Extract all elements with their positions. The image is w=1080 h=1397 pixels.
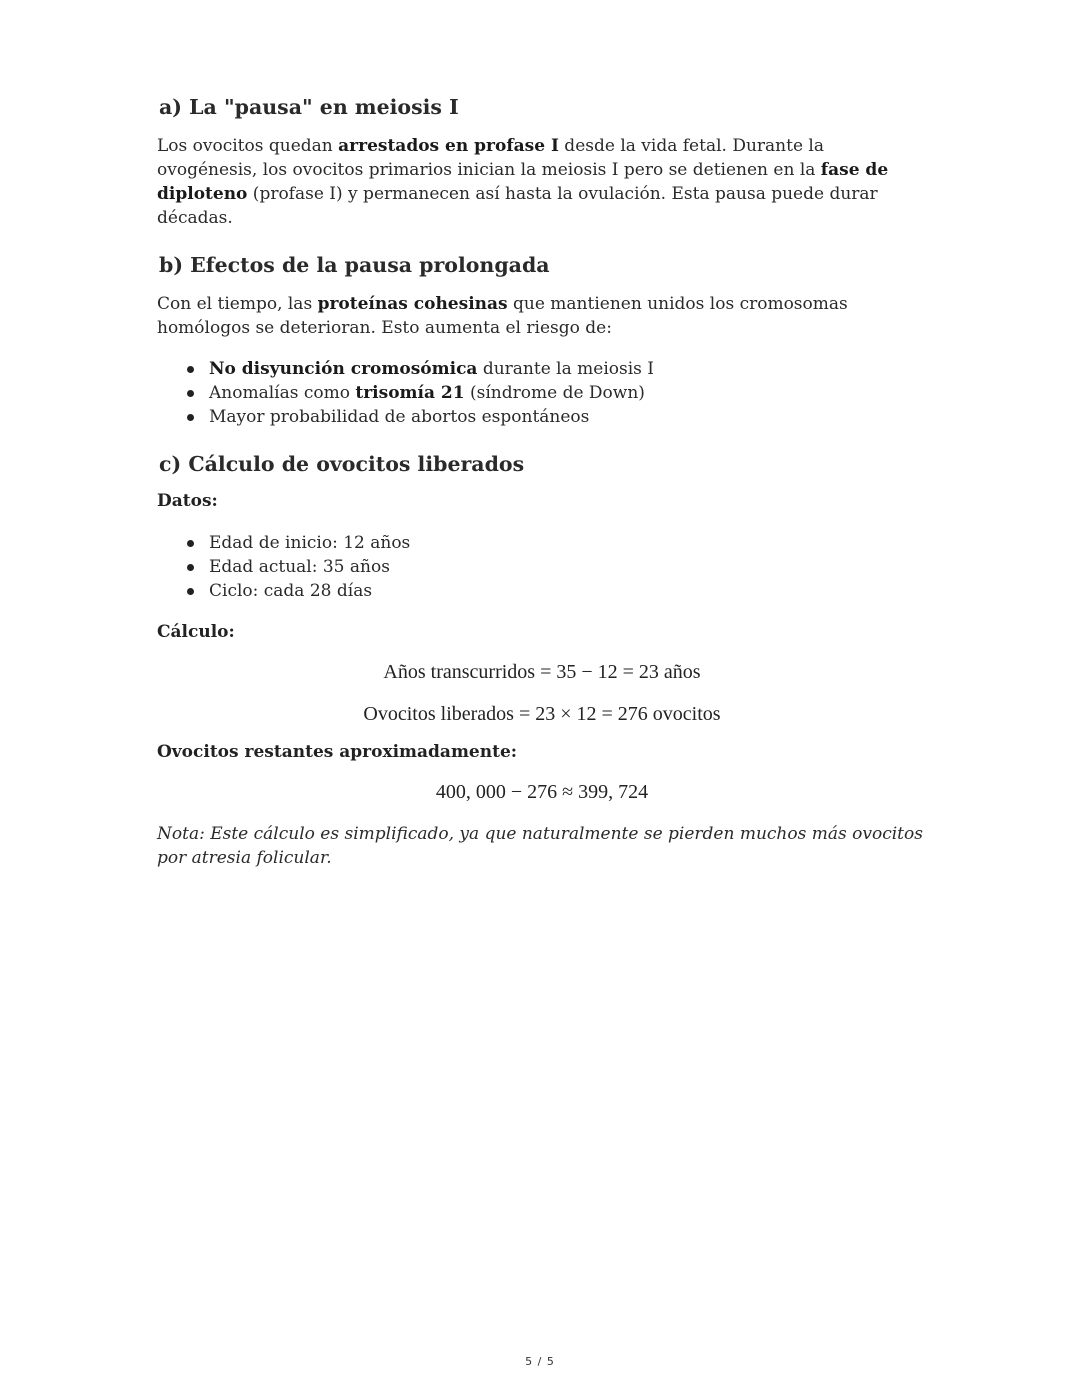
list-item: No disyunción cromosómica durante la meiosis I xyxy=(187,357,927,381)
restantes-label: Ovocitos restantes aproximadamente: xyxy=(157,742,518,762)
section-b-paragraph: Con el tiempo, las proteínas cohesinas que mantienen unidos los cromosomas homólogos se deterioran. Esto aumenta el riesgo de: xyxy=(157,294,848,338)
datos-label: Datos: xyxy=(157,491,218,511)
calculo-label: Cálculo: xyxy=(157,622,235,642)
equation-years: Años transcurridos = 35 − 12 = 23 años xyxy=(383,661,701,683)
bullet-icon xyxy=(187,366,194,373)
list-item: Edad actual: 35 años xyxy=(187,555,927,579)
risk-list xyxy=(157,357,927,429)
bullet-icon xyxy=(187,540,194,547)
equation-remaining: 400, 000 − 276 ≈ 399, 724 xyxy=(435,781,649,803)
bullet-icon xyxy=(187,414,194,421)
section-a-paragraph: Los ovocitos quedan arrestados en profase I desde la vida fetal. Durante la ovogénesis, los ovocitos primarios inician la meiosis I pero se detienen en la fase de diploteno (profase I) y permanecen así hasta la ovulación. Esta pausa puede durar décadas. xyxy=(157,136,889,228)
list-item: Anomalías como trisomía 21 (síndrome de Down) xyxy=(187,381,927,405)
section-b-heading: b) Efectos de la pausa prolongada xyxy=(159,253,550,277)
equation-ovocytes: Ovocitos liberados = 23 × 12 = 276 ovocitos xyxy=(363,703,721,725)
list-item: Edad de inicio: 12 años xyxy=(187,531,927,555)
bullet-icon xyxy=(187,588,194,595)
bullet-icon xyxy=(187,564,194,571)
section-c-heading: c) Cálculo de ovocitos liberados xyxy=(159,452,525,476)
page-number: 5 / 5 xyxy=(525,1355,555,1368)
note: Nota: Este cálculo es simplificado, ya que naturalmente se pierden muchos más ovocitos por atresia folicular. xyxy=(157,824,923,868)
datos-list xyxy=(157,531,927,603)
section-a-heading: a) La "pausa" en meiosis I xyxy=(159,95,459,119)
document-content xyxy=(157,92,927,870)
list-item: Mayor probabilidad de abortos espontáneos xyxy=(187,405,927,429)
list-item: Ciclo: cada 28 días xyxy=(187,579,927,603)
bullet-icon xyxy=(187,390,194,397)
